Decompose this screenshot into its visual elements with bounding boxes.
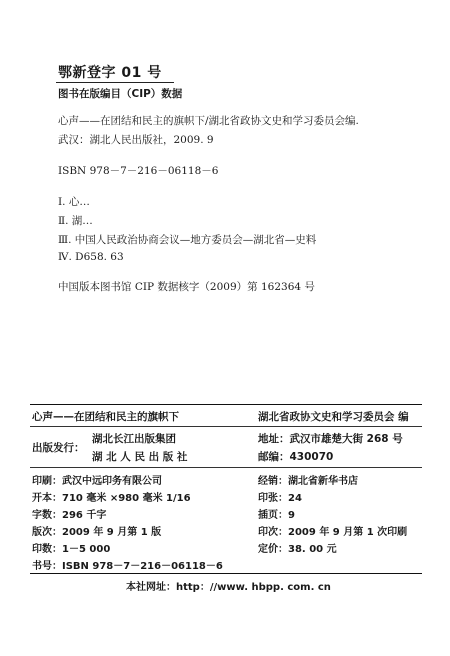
distributor: 经销：湖北省新华书店 — [258, 476, 358, 487]
colophon-top-rule — [30, 404, 422, 405]
cip-record-number: 中国版本图书馆 CIP 数据核字（2009）第 162364 号 — [58, 281, 315, 293]
edition: 版次：2009 年 9 月第 1 版 — [32, 527, 162, 538]
registration-number: 鄂新登字 01 号 — [58, 65, 162, 81]
publisher-label: 出版发行： — [32, 442, 85, 454]
colophon-rule-1 — [30, 426, 422, 427]
colophon-rule-2 — [30, 467, 422, 468]
book-isbn: 书号：ISBN 978－7－216－06118－6 — [32, 561, 223, 572]
publisher-house: 湖 北 人 民 出 版 社 — [92, 451, 188, 463]
word-count: 字数：296 千字 — [32, 510, 107, 521]
publisher-website: 本社网址：http：//www. hbpp. com. cn — [126, 582, 331, 593]
cip-subject-3: Ⅲ. 中国人民政治协商会议—地方委员会—湖北省—史料 — [58, 234, 317, 246]
publisher-postcode: 邮编：430070 — [258, 451, 334, 463]
cip-isbn: ISBN 978－7－216－06118－6 — [58, 165, 219, 177]
printed-sheets: 印张：24 — [258, 493, 302, 504]
printer: 印刷：武汉中远印务有限公司 — [32, 476, 162, 487]
publisher-address: 地址：武汉市雄楚大街 268 号 — [258, 433, 403, 445]
cip-subject-1: Ⅰ. 心… — [58, 196, 90, 208]
publisher-group: 湖北长江出版集团 — [92, 433, 176, 445]
book-format: 开本：710 毫米 ×980 毫米 1/16 — [32, 493, 191, 504]
cip-title-line: 心声——在团结和民主的旗帜下/湖北省政协文史和学习委员会编. — [58, 115, 359, 127]
impression: 印次：2009 年 9 月第 1 次印刷 — [258, 527, 408, 538]
colophon-bottom-rule — [30, 573, 422, 574]
cip-subject-4: Ⅳ. D658. 63 — [58, 251, 124, 263]
plate-pages: 插页：9 — [258, 510, 295, 521]
cip-title: 图书在版编目（CIP）数据 — [58, 88, 183, 100]
registration-underline — [56, 82, 174, 83]
colophon-title: 心声——在团结和民主的旗帜下 — [32, 411, 179, 423]
price: 定价：38. 00 元 — [258, 544, 337, 555]
colophon-editor: 湖北省政协文史和学习委员会 编 — [258, 411, 409, 423]
cip-subject-2: Ⅱ. 湖… — [58, 215, 93, 227]
cip-publication-line: 武汉：湖北人民出版社，2009. 9 — [58, 134, 214, 146]
print-run: 印数：1－5 000 — [32, 544, 111, 555]
